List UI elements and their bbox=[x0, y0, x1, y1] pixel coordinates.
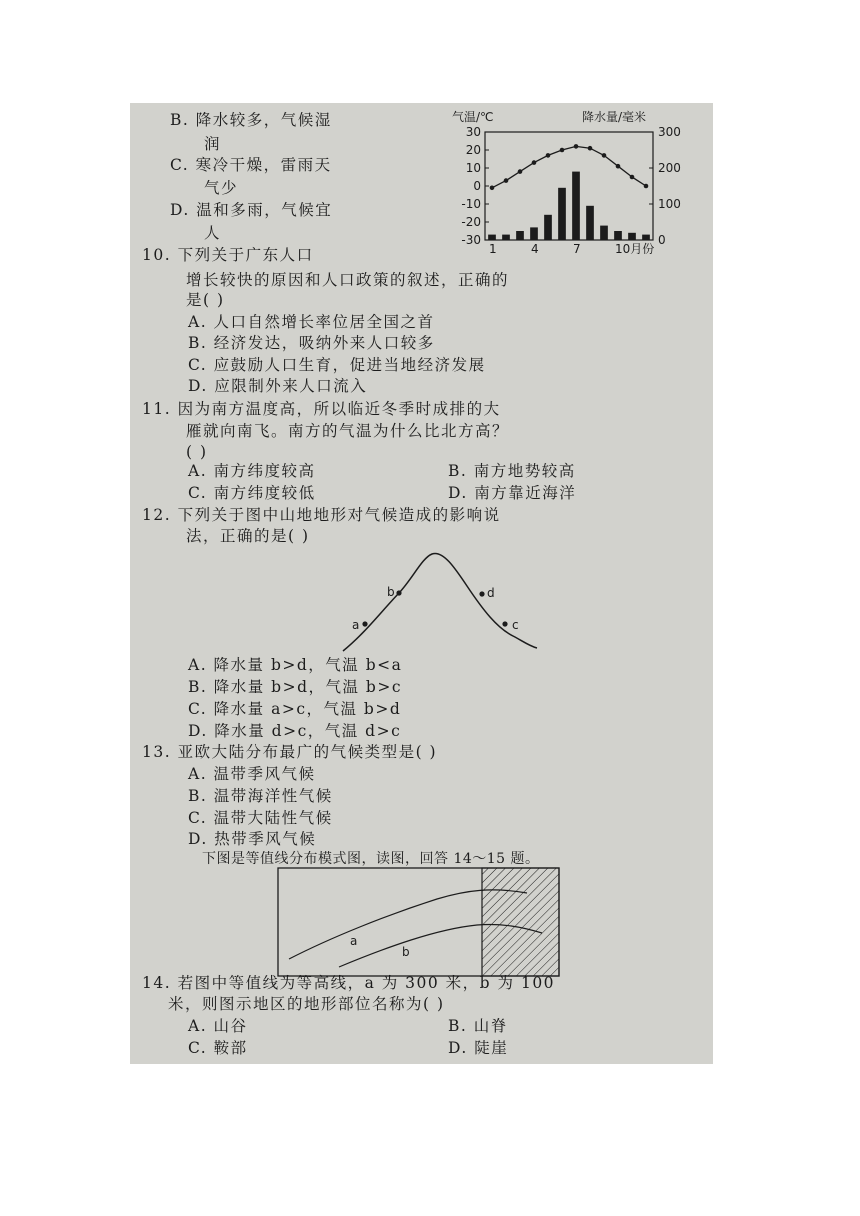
precipitation-bar bbox=[558, 188, 566, 240]
temperature-point bbox=[560, 148, 565, 153]
temperature-tick-label: 30 bbox=[465, 125, 481, 139]
label-a: a bbox=[352, 618, 360, 632]
q9-option-d-line2: 人 bbox=[204, 224, 222, 242]
q12-option-b: B. 降水量 b>d，气温 b>c bbox=[188, 678, 403, 696]
month-tick-label: 1 bbox=[489, 242, 497, 256]
precipitation-tick-label: 0 bbox=[658, 233, 666, 247]
q10-option-d: D. 应限制外来人口流入 bbox=[188, 377, 368, 395]
q9-option-b-line2: 润 bbox=[204, 135, 222, 153]
precipitation-bar bbox=[530, 227, 538, 240]
q11-stem-line1: 11. 因为南方温度高，所以临近冬季时成排的大 bbox=[142, 400, 501, 418]
point-c-marker bbox=[502, 621, 507, 626]
isoline-label-b: b bbox=[402, 945, 410, 959]
label-c: c bbox=[512, 618, 519, 632]
q13-stem: 13. 亚欧大陆分布最广的气候类型是( ) bbox=[142, 743, 438, 761]
temperature-tick-label: 0 bbox=[473, 179, 481, 193]
q9-option-c-line2: 气少 bbox=[204, 179, 239, 197]
temperature-tick-label: -10 bbox=[461, 197, 481, 211]
temperature-point bbox=[616, 164, 621, 169]
q13-option-a: A. 温带季风气候 bbox=[188, 765, 316, 783]
precipitation-bar bbox=[628, 233, 636, 240]
q12-stem-line1: 12. 下列关于图中山地地形对气候造成的影响说 bbox=[142, 506, 501, 524]
q14-stem-line2: 米，则图示地区的地形部位名称为( ) bbox=[168, 995, 445, 1013]
q11-stem-line2: 雁就向南飞。南方的气温为什么比北方高？ bbox=[186, 422, 510, 440]
temperature-points bbox=[490, 144, 649, 190]
precipitation-bar bbox=[572, 172, 580, 240]
precipitation-bar bbox=[586, 206, 594, 240]
precipitation-tick-label: 300 bbox=[658, 125, 681, 139]
month-tick-label: 7 bbox=[573, 242, 581, 256]
q11-option-d: D. 南方靠近海洋 bbox=[448, 484, 577, 502]
precipitation-bar bbox=[600, 226, 608, 240]
precipitation-tick-label: 200 bbox=[658, 161, 681, 175]
temperature-point bbox=[644, 184, 649, 189]
temperature-tick-label: 10 bbox=[465, 161, 481, 175]
q12-option-c: C. 降水量 a>c，气温 b>d bbox=[188, 700, 402, 718]
point-d-marker bbox=[479, 591, 484, 596]
mountain-diagram bbox=[325, 548, 555, 658]
precipitation-bar bbox=[614, 231, 622, 240]
isoline-diagram bbox=[277, 867, 562, 979]
temperature-line bbox=[492, 146, 646, 187]
q11-option-c: C. 南方纬度较低 bbox=[188, 484, 316, 502]
temperature-point bbox=[546, 153, 551, 158]
month-tick-label: 4 bbox=[531, 242, 539, 256]
q11-stem-line3: ( ) bbox=[186, 443, 208, 461]
point-b-marker bbox=[396, 590, 401, 595]
month-ticks bbox=[489, 242, 654, 256]
q14-option-c: C. 鞍部 bbox=[188, 1039, 248, 1057]
mountain-profile bbox=[343, 553, 537, 651]
temperature-point bbox=[588, 146, 593, 151]
q9-option-d-line1: D. 温和多雨，气候宜 bbox=[170, 201, 333, 219]
temperature-point bbox=[490, 186, 495, 191]
precipitation-bar bbox=[516, 231, 524, 240]
precipitation-bar bbox=[488, 235, 496, 240]
q11-option-b: B. 南方地势较高 bbox=[448, 462, 576, 480]
temperature-tick-label: -20 bbox=[461, 215, 481, 229]
temperature-tick-label: 20 bbox=[465, 143, 481, 157]
hatched-zone bbox=[482, 868, 559, 976]
point-a-marker bbox=[362, 621, 367, 626]
q12-option-a: A. 降水量 b>d，气温 b<a bbox=[188, 656, 403, 674]
precipitation-bar bbox=[502, 235, 510, 240]
q12-stem-line2: 法，正确的是( ) bbox=[186, 527, 310, 545]
q11-option-a: A. 南方纬度较高 bbox=[188, 462, 316, 480]
q14-stem-line1: 14. 若图中等值线为等高线，a 为 300 米，b 为 100 bbox=[142, 974, 556, 992]
temperature-tick-label: -30 bbox=[461, 233, 481, 247]
intro-q14-15: 下图是等值线分布模式图，读图，回答 14～15 题。 bbox=[202, 851, 540, 867]
q10-stem-line1: 10. 下列关于广东人口 bbox=[142, 246, 314, 264]
temperature-point bbox=[630, 175, 635, 180]
month-tick-label: 10月份 bbox=[615, 242, 655, 256]
precipitation-axis-label: 降水量/毫米 bbox=[582, 110, 647, 124]
precipitation-ticks bbox=[649, 125, 681, 247]
temperature-point bbox=[504, 178, 509, 183]
q9-option-c-line1: C. 寒冷干燥，雷雨天 bbox=[170, 156, 332, 174]
q13-option-b: B. 温带海洋性气候 bbox=[188, 787, 333, 805]
q12-option-d: D. 降水量 d>c，气温 d>c bbox=[188, 722, 402, 740]
precipitation-tick-label: 100 bbox=[658, 197, 681, 211]
precipitation-bars bbox=[488, 172, 650, 240]
q10-option-a: A. 人口自然增长率位居全国之首 bbox=[188, 313, 435, 331]
temperature-point bbox=[518, 169, 523, 174]
q10-option-b: B. 经济发达，吸纳外来人口较多 bbox=[188, 334, 435, 352]
q13-option-c: C. 温带大陆性气候 bbox=[188, 809, 333, 827]
temperature-point bbox=[602, 153, 607, 158]
q9-option-b-line1: B. 降水较多，气候湿 bbox=[170, 111, 332, 129]
q14-option-a: A. 山谷 bbox=[188, 1017, 248, 1035]
precipitation-bar bbox=[642, 235, 650, 240]
scanned-exam-page bbox=[130, 103, 713, 1064]
label-d: d bbox=[487, 586, 495, 600]
q14-option-b: B. 山脊 bbox=[448, 1017, 508, 1035]
temperature-axis-label: 气温/℃ bbox=[452, 110, 494, 124]
label-b: b bbox=[387, 585, 395, 599]
q13-option-d: D. 热带季风气候 bbox=[188, 830, 317, 848]
q10-stem-line2: 增长较快的原因和人口政策的叙述，正确的 bbox=[186, 271, 510, 289]
q10-option-c: C. 应鼓励人口生育，促进当地经济发展 bbox=[188, 356, 486, 374]
precipitation-bar bbox=[544, 215, 552, 240]
isoline-label-a: a bbox=[350, 934, 358, 948]
temperature-point bbox=[574, 144, 579, 149]
q10-stem-line3: 是( ) bbox=[186, 291, 225, 309]
climate-chart bbox=[440, 108, 710, 258]
q14-option-d: D. 陡崖 bbox=[448, 1039, 509, 1057]
temperature-point bbox=[532, 160, 537, 165]
